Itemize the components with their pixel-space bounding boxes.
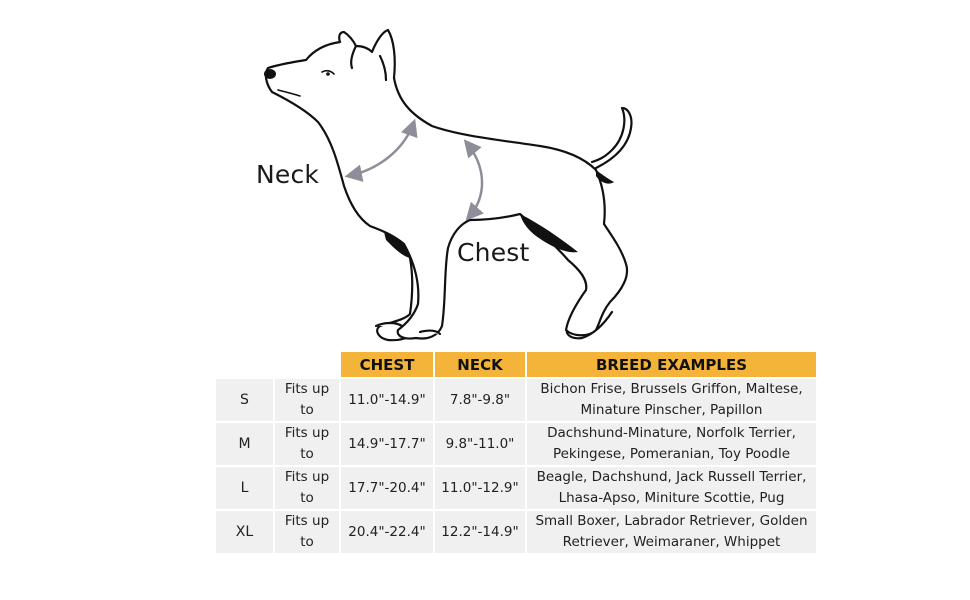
header-blank-fits bbox=[274, 352, 340, 378]
dog-outline bbox=[266, 30, 632, 340]
breeds-cell bbox=[526, 466, 816, 510]
fits-cell: Fits up to bbox=[274, 466, 340, 510]
neck-cell: 7.8"-9.8" bbox=[434, 378, 526, 422]
breeds-line: Lhasa-Apso, Miniture Scottie, Pug bbox=[558, 490, 785, 506]
breeds-line: Retriever, Weimaraner, Whippet bbox=[562, 534, 781, 550]
size-chart-table bbox=[216, 352, 816, 553]
neck-cell: 12.2"-14.9" bbox=[434, 510, 526, 553]
breeds-cell bbox=[526, 510, 816, 553]
fits-cell: Fits up to bbox=[274, 378, 340, 422]
breeds-line: Minature Pinscher, Papillon bbox=[580, 402, 763, 418]
chest-cell: 17.7"-20.4" bbox=[340, 466, 434, 510]
table-header-row bbox=[216, 352, 816, 378]
breeds-cell bbox=[526, 378, 816, 422]
chest-cell: 20.4"-22.4" bbox=[340, 510, 434, 553]
size-cell: XL bbox=[216, 510, 274, 553]
table-row bbox=[216, 378, 816, 422]
chest-cell: 11.0"-14.9" bbox=[340, 378, 434, 422]
fits-cell: Fits up to bbox=[274, 422, 340, 466]
breeds-line: Pekingese, Pomeranian, Toy Poodle bbox=[552, 446, 791, 462]
chest-cell: 14.9"-17.7" bbox=[340, 422, 434, 466]
neck-cell: 11.0"-12.9" bbox=[434, 466, 526, 510]
size-cell: S bbox=[216, 378, 274, 422]
table-row bbox=[216, 510, 816, 553]
breeds-cell bbox=[526, 422, 816, 466]
neck-cell: 9.8"-11.0" bbox=[434, 422, 526, 466]
size-cell: L bbox=[216, 466, 274, 510]
fits-cell: Fits up to bbox=[274, 510, 340, 553]
table-row bbox=[216, 466, 816, 510]
breeds-line: Dachshund-Minature, Norfolk Terrier, bbox=[547, 425, 796, 441]
breeds-line: Bichon Frise, Brussels Griffon, Maltese, bbox=[540, 381, 803, 397]
size-cell: M bbox=[216, 422, 274, 466]
chest-label: Chest bbox=[457, 238, 530, 267]
header-neck: NECK bbox=[434, 352, 526, 378]
header-chest: CHEST bbox=[340, 352, 434, 378]
neck-label: Neck bbox=[256, 160, 320, 189]
breeds-line: Small Boxer, Labrador Retriever, Golden bbox=[535, 513, 808, 529]
breeds-line: Beagle, Dachshund, Jack Russell Terrier, bbox=[536, 469, 807, 485]
table-row bbox=[216, 422, 816, 466]
header-breed-examples: BREED EXAMPLES bbox=[526, 352, 816, 378]
header-blank-size bbox=[216, 352, 274, 378]
